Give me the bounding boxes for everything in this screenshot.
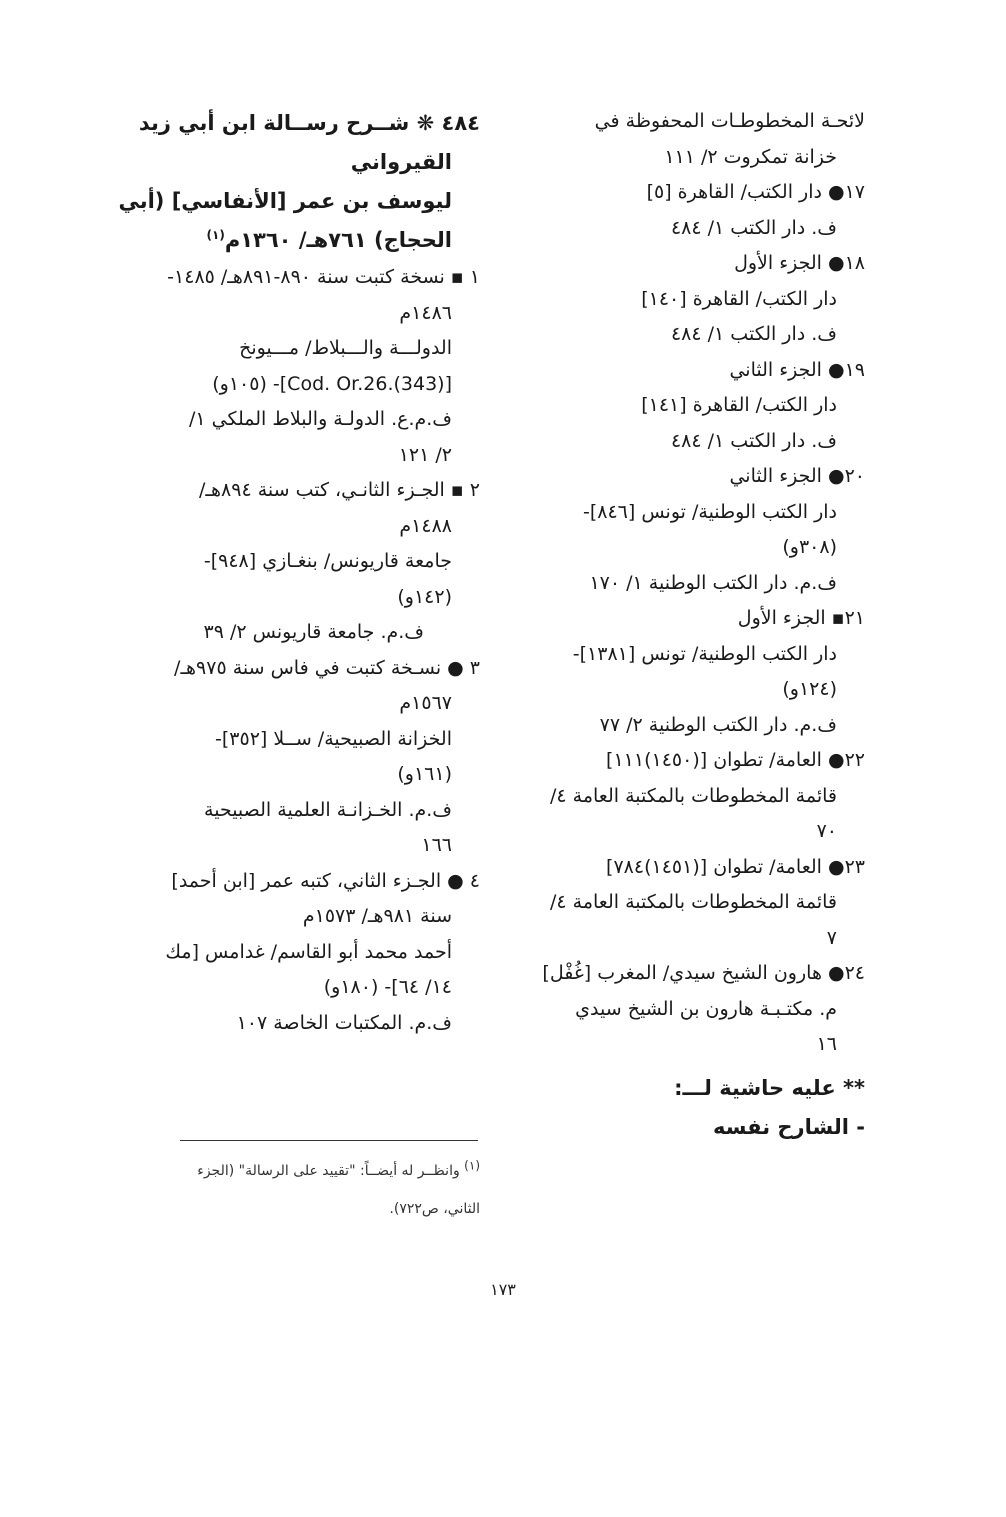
author-line: ليوسف بن عمر [الأنفاسي] (أبي [118, 189, 452, 213]
manuscript-entry: ١ ▪ نسخة كتبت سنة ٨٩٠-٨٩١هـ/ ١٤٨٥- [167, 266, 480, 288]
manuscript-line: ف.م. دار الكتب الوطنية ٢/ ٧٧ [599, 713, 837, 736]
manuscript-line: ف. دار الكتب ١/ ٤٨٤ [670, 323, 837, 345]
manuscript-line: ٢٤● هارون الشيخ سيدي/ المغرب [غُفْل] [542, 962, 865, 984]
manuscript-line: ف. دار الكتب ١/ ٤٨٤ [670, 216, 837, 239]
entry-heading: ٤٨٤ ❋ شــرح رســالة ابن أبي زيد [138, 111, 480, 135]
manuscript-line: ف. دار الكتب ١/ ٤٨٤ [670, 429, 837, 452]
manuscript-line: خزانة تمكروت ٢/ ١١١ [664, 145, 837, 168]
page-number: ١٧٣ [490, 1280, 516, 1299]
manuscript-line: ٢١▪ الجزء الأول [737, 607, 865, 629]
manuscript-source: الدولـــة والـــبلاط/ مـــيونخ [239, 337, 452, 359]
manuscript-line: (١٢٤و) [782, 678, 837, 700]
manuscript-line: دار الكتب/ القاهرة [١٤٠] [641, 287, 837, 310]
manuscript-entry: سنة ٩٨١هـ/ ١٥٧٣م [302, 905, 452, 927]
entry-heading: القيرواني [350, 150, 452, 174]
manuscript-line: دار الكتب/ القاهرة [١٤١] [641, 394, 837, 416]
manuscript-source: الخزانة الصبيحية/ ســلا [٣٥٢]- [215, 727, 452, 750]
manuscript-line: دار الكتب الوطنية/ تونس [٨٤٦]- [582, 500, 837, 523]
manuscript-line: م. مكتـبـة هارون بن الشيخ سيدي [575, 997, 837, 1020]
manuscript-line: لائحـة المخطوطـات المحفوظة في [594, 110, 865, 132]
manuscript-line: ١٦ [816, 1033, 837, 1055]
manuscript-line: ٢٣● العامة/ تطوان [(١٤٥١)٧٨٤] [606, 855, 865, 878]
manuscript-entry: ١٤٨٨م [399, 514, 452, 537]
manuscript-line: ف.م. دار الكتب الوطنية ١/ ١٧٠ [589, 571, 837, 594]
manuscript-line: ٧ [826, 926, 837, 949]
manuscript-source: ١٤/ ٦٤]- (١٨٠و) [323, 976, 452, 998]
footnote-divider [180, 1140, 478, 1141]
manuscript-ref: ف.م. جامعة قاريونس ٢/ ٣٩ [203, 621, 424, 643]
annotation-heading: ** عليه حاشية لـــ: [674, 1075, 865, 1100]
manuscript-line: ٧٠ [816, 820, 837, 842]
manuscript-line: دار الكتب الوطنية/ تونس [١٣٨١]- [572, 642, 837, 665]
manuscript-entry: ٢ ▪ الجـزء الثانـي، كتب سنة ٨٩٤هـ/ [199, 479, 480, 501]
footnote-line: الثاني، ص٧٢٢). [389, 1201, 480, 1217]
manuscript-entry: ١٤٨٦م [399, 301, 452, 324]
manuscript-line: قائمة المخطوطات بالمكتبة العامة ٤/ [549, 891, 837, 913]
footnote [150, 1152, 480, 1228]
manuscript-ref: ١٦٦ [421, 834, 452, 856]
manuscript-line: ١٧● دار الكتب/ القاهرة [٥] [646, 181, 865, 203]
footnote-mark: (١) [206, 228, 225, 242]
author-line: الحجاج) ٧٦١هـ/ ١٣٦٠م$^{(١)}$ [206, 228, 452, 252]
manuscript-line: (٣٠٨و) [782, 536, 837, 558]
footnote-mark: (١) [464, 1158, 480, 1173]
manuscript-source: (١٦١و) [397, 763, 452, 785]
manuscript-source: أحمد محمد أبو القاسم/ غدامس [مك [165, 940, 452, 963]
manuscript-ref: ف.م.ع. الدولـة والبلاط الملكي ١/ [188, 408, 452, 430]
manuscript-source: (١٤٢و) [397, 585, 452, 608]
manuscript-entry: ٤ ● الجـزء الثاني، كتبه عمر [ابن أحمد] [171, 869, 480, 892]
footnote-line: (١) وانظــر له أيضــاً: "تقييد على الرسالة" (الجزء [197, 1158, 480, 1179]
annotation-item: - الشارح نفسه [712, 1114, 865, 1139]
manuscript-ref: ف.م. المكتبات الخاصة ١٠٧ [236, 1011, 452, 1034]
left-column [528, 104, 865, 1147]
manuscript-ref: ٢/ ١٢١ [398, 443, 452, 466]
manuscript-ref: ف.م. الخـزانـة العلمية الصبيحية [204, 798, 452, 821]
manuscript-line: ٢٠● الجزء الثاني [729, 465, 865, 487]
manuscript-line: قائمة المخطوطات بالمكتبة العامة ٤/ [549, 784, 837, 807]
manuscript-entry: ١٥٦٧م [399, 692, 452, 714]
manuscript-line: ٢٢● العامة/ تطوان [(١٤٥٠)١١١] [606, 749, 865, 771]
manuscript-line: ١٨● الجزء الأول [734, 252, 865, 274]
manuscript-entry: ٣ ● نسـخة كتبت في فاس سنة ٩٧٥هـ/ [174, 656, 480, 679]
manuscript-line: ١٩● الجزء الثاني [729, 358, 865, 381]
manuscript-source: [Cod. Or.26.(343)]- (١٠٥و) [212, 372, 452, 395]
manuscript-source: جامعة قاريونس/ بنغـازي [٩٤٨]- [203, 550, 452, 572]
right-column [118, 104, 480, 1041]
